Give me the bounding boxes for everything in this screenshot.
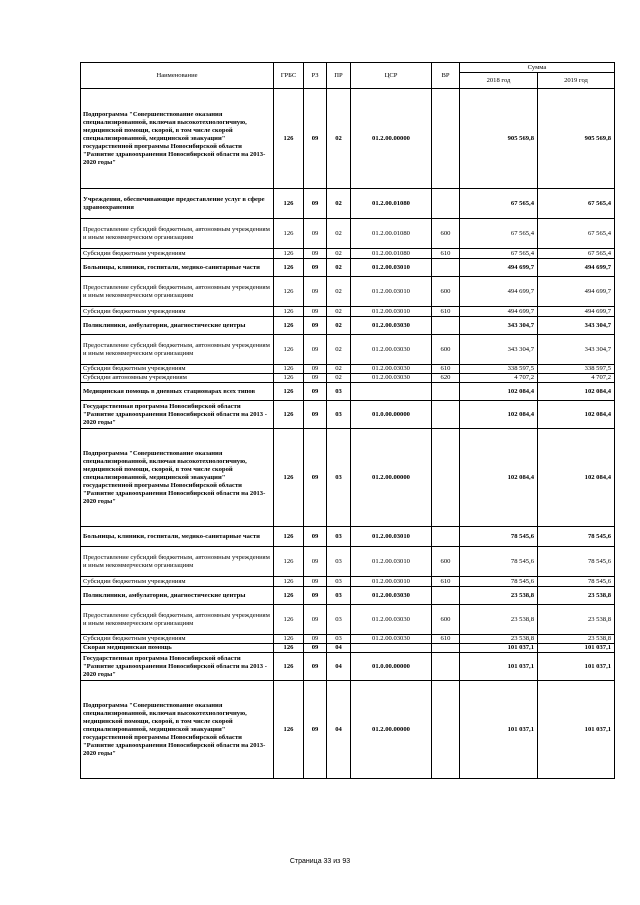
cell-csr: 01.2.00.03030 bbox=[351, 335, 432, 365]
cell-2018: 4 707,2 bbox=[460, 374, 538, 383]
cell-name: Больницы, клиники, госпитали, медико-санитарные части bbox=[81, 259, 274, 277]
cell-rz: 09 bbox=[304, 277, 327, 307]
cell-grbs: 126 bbox=[274, 374, 304, 383]
cell-pr: 03 bbox=[327, 429, 351, 527]
cell-name: Государственная программа Новосибирской области "Развитие здравоохранения Новосибирской области на 2013 - 2020 годы" bbox=[81, 401, 274, 429]
cell-vr bbox=[432, 429, 460, 527]
page-number: Страница 33 из 93 bbox=[289, 858, 351, 865]
cell-vr bbox=[432, 259, 460, 277]
cell-pr: 02 bbox=[327, 374, 351, 383]
cell-csr: 01.2.00.03030 bbox=[351, 374, 432, 383]
table-row bbox=[81, 577, 615, 587]
cell-grbs: 126 bbox=[274, 189, 304, 219]
cell-pr: 04 bbox=[327, 644, 351, 653]
cell-2018: 78 545,6 bbox=[460, 527, 538, 547]
cell-name: Предоставление субсидий бюджетным, автономным учреждениям и иным некоммерческим организациям bbox=[81, 277, 274, 307]
cell-grbs: 126 bbox=[274, 635, 304, 644]
cell-name: Предоставление субсидий бюджетным, автономным учреждениям и иным некоммерческим организациям bbox=[81, 219, 274, 249]
header-grbs: ГРБС bbox=[274, 63, 304, 89]
cell-rz: 09 bbox=[304, 89, 327, 189]
cell-grbs: 126 bbox=[274, 317, 304, 335]
cell-2019: 101 037,1 bbox=[538, 653, 615, 681]
cell-2018: 101 037,1 bbox=[460, 681, 538, 779]
cell-vr: 610 bbox=[432, 635, 460, 644]
cell-rz: 09 bbox=[304, 635, 327, 644]
cell-csr: 01.2.00.03010 bbox=[351, 547, 432, 577]
cell-pr: 02 bbox=[327, 335, 351, 365]
cell-rz: 09 bbox=[304, 335, 327, 365]
cell-grbs: 126 bbox=[274, 335, 304, 365]
table-row bbox=[81, 249, 615, 259]
cell-rz: 09 bbox=[304, 374, 327, 383]
cell-grbs: 126 bbox=[274, 219, 304, 249]
cell-name: Субсидии бюджетным учреждениям bbox=[81, 365, 274, 374]
cell-csr bbox=[351, 383, 432, 401]
cell-grbs: 126 bbox=[274, 307, 304, 317]
cell-csr: 01.2.00.01080 bbox=[351, 189, 432, 219]
cell-grbs: 126 bbox=[274, 277, 304, 307]
cell-2019: 338 597,5 bbox=[538, 365, 615, 374]
cell-2019: 102 084,4 bbox=[538, 383, 615, 401]
cell-csr: 01.2.00.03010 bbox=[351, 577, 432, 587]
cell-2019: 494 699,7 bbox=[538, 259, 615, 277]
cell-2018: 67 565,4 bbox=[460, 189, 538, 219]
cell-rz: 09 bbox=[304, 383, 327, 401]
cell-2018: 67 565,4 bbox=[460, 249, 538, 259]
header-2019: 2019 год bbox=[538, 73, 615, 89]
table-row bbox=[81, 317, 615, 335]
cell-2019: 67 565,4 bbox=[538, 249, 615, 259]
cell-2018: 494 699,7 bbox=[460, 259, 538, 277]
header-name: Наименование bbox=[81, 63, 274, 89]
cell-csr: 01.2.00.03030 bbox=[351, 365, 432, 374]
table-row bbox=[81, 587, 615, 605]
cell-csr: 01.0.00.00000 bbox=[351, 653, 432, 681]
cell-vr bbox=[432, 644, 460, 653]
cell-csr bbox=[351, 644, 432, 653]
cell-2018: 102 084,4 bbox=[460, 383, 538, 401]
table-row bbox=[81, 644, 615, 653]
cell-2019: 102 084,4 bbox=[538, 401, 615, 429]
cell-rz: 09 bbox=[304, 653, 327, 681]
cell-rz: 09 bbox=[304, 429, 327, 527]
cell-pr: 02 bbox=[327, 219, 351, 249]
cell-grbs: 126 bbox=[274, 605, 304, 635]
cell-grbs: 126 bbox=[274, 89, 304, 189]
cell-2018: 101 037,1 bbox=[460, 653, 538, 681]
cell-2018: 494 699,7 bbox=[460, 307, 538, 317]
cell-2018: 102 084,4 bbox=[460, 401, 538, 429]
cell-2019: 101 037,1 bbox=[538, 681, 615, 779]
cell-grbs: 126 bbox=[274, 577, 304, 587]
cell-pr: 02 bbox=[327, 189, 351, 219]
cell-pr: 03 bbox=[327, 547, 351, 577]
cell-name: Субсидии бюджетным учреждениям bbox=[81, 249, 274, 259]
cell-rz: 09 bbox=[304, 365, 327, 374]
table-row bbox=[81, 429, 615, 527]
header-2018: 2018 год bbox=[460, 73, 538, 89]
cell-grbs: 126 bbox=[274, 383, 304, 401]
cell-name: Поликлиники, амбулатории, диагностические центры bbox=[81, 317, 274, 335]
cell-vr bbox=[432, 383, 460, 401]
cell-grbs: 126 bbox=[274, 259, 304, 277]
table-row bbox=[81, 374, 615, 383]
cell-pr: 03 bbox=[327, 527, 351, 547]
cell-pr: 02 bbox=[327, 89, 351, 189]
cell-grbs: 126 bbox=[274, 547, 304, 577]
cell-pr: 04 bbox=[327, 681, 351, 779]
table-row bbox=[81, 383, 615, 401]
cell-2019: 4 707,2 bbox=[538, 374, 615, 383]
cell-rz: 09 bbox=[304, 259, 327, 277]
cell-vr: 600 bbox=[432, 335, 460, 365]
cell-name: Субсидии бюджетным учреждениям bbox=[81, 577, 274, 587]
table-row bbox=[81, 335, 615, 365]
table-row bbox=[81, 681, 615, 779]
cell-rz: 09 bbox=[304, 547, 327, 577]
table-row bbox=[81, 401, 615, 429]
cell-rz: 09 bbox=[304, 644, 327, 653]
cell-pr: 02 bbox=[327, 365, 351, 374]
cell-name: Предоставление субсидий бюджетным, автономным учреждениям и иным некоммерческим организациям bbox=[81, 335, 274, 365]
cell-rz: 09 bbox=[304, 527, 327, 547]
cell-csr: 01.2.00.03030 bbox=[351, 587, 432, 605]
cell-pr: 02 bbox=[327, 259, 351, 277]
cell-pr: 02 bbox=[327, 317, 351, 335]
cell-name: Подпрограмма "Совершенствование оказания специализированной, включая высокотехнологичную, медицинской помощи, скорой, в том числе скорой специализированной, медицинской эвакуации" государственной программы Новосибирской области "Развитие здравоохранения Новосибирской области на 2013-2020 годы" bbox=[81, 89, 274, 189]
cell-pr: 02 bbox=[327, 307, 351, 317]
cell-2019: 494 699,7 bbox=[538, 277, 615, 307]
cell-2018: 78 545,6 bbox=[460, 547, 538, 577]
header-sum: Сумма bbox=[460, 63, 615, 73]
cell-2018: 23 538,8 bbox=[460, 635, 538, 644]
cell-2019: 23 538,8 bbox=[538, 635, 615, 644]
cell-rz: 09 bbox=[304, 577, 327, 587]
cell-pr: 03 bbox=[327, 383, 351, 401]
cell-name: Скорая медицинская помощь bbox=[81, 644, 274, 653]
cell-2018: 343 304,7 bbox=[460, 317, 538, 335]
cell-name: Учреждения, обеспечивающие предоставление услуг в сфере здравоохранения bbox=[81, 189, 274, 219]
cell-rz: 09 bbox=[304, 219, 327, 249]
cell-pr: 02 bbox=[327, 277, 351, 307]
cell-rz: 09 bbox=[304, 605, 327, 635]
header-vr: ВР bbox=[432, 63, 460, 89]
cell-csr: 01.2.00.01080 bbox=[351, 249, 432, 259]
cell-vr: 610 bbox=[432, 365, 460, 374]
cell-name: Медицинская помощь в дневных стационарах всех типов bbox=[81, 383, 274, 401]
cell-name: Предоставление субсидий бюджетным, автономным учреждениям и иным некоммерческим организациям bbox=[81, 605, 274, 635]
cell-2019: 905 569,8 bbox=[538, 89, 615, 189]
cell-name: Подпрограмма "Совершенствование оказания специализированной, включая высокотехнологичную, медицинской помощи, скорой, в том числе скорой специализированной, медицинской эвакуации" государственной программы Новосибирской области "Развитие здравоохранения Новосибирской области на 2013-2020 годы" bbox=[81, 681, 274, 779]
cell-2018: 101 037,1 bbox=[460, 644, 538, 653]
cell-vr bbox=[432, 89, 460, 189]
cell-csr: 01.0.00.00000 bbox=[351, 401, 432, 429]
cell-vr bbox=[432, 653, 460, 681]
cell-grbs: 126 bbox=[274, 653, 304, 681]
cell-2019: 78 545,6 bbox=[538, 577, 615, 587]
cell-vr: 610 bbox=[432, 249, 460, 259]
cell-2019: 78 545,6 bbox=[538, 547, 615, 577]
table-row bbox=[81, 653, 615, 681]
table-row bbox=[81, 189, 615, 219]
cell-2018: 102 084,4 bbox=[460, 429, 538, 527]
cell-2019: 67 565,4 bbox=[538, 219, 615, 249]
cell-grbs: 126 bbox=[274, 401, 304, 429]
cell-csr: 01.2.00.03030 bbox=[351, 317, 432, 335]
cell-pr: 03 bbox=[327, 635, 351, 644]
cell-rz: 09 bbox=[304, 307, 327, 317]
cell-pr: 03 bbox=[327, 577, 351, 587]
cell-2019: 101 037,1 bbox=[538, 644, 615, 653]
cell-2019: 23 538,8 bbox=[538, 605, 615, 635]
cell-2018: 905 569,8 bbox=[460, 89, 538, 189]
cell-2018: 78 545,6 bbox=[460, 577, 538, 587]
cell-csr: 01.2.00.03030 bbox=[351, 605, 432, 635]
cell-vr bbox=[432, 317, 460, 335]
cell-grbs: 126 bbox=[274, 587, 304, 605]
cell-2018: 23 538,8 bbox=[460, 587, 538, 605]
cell-vr: 600 bbox=[432, 219, 460, 249]
cell-rz: 09 bbox=[304, 681, 327, 779]
cell-name: Предоставление субсидий бюджетным, автономным учреждениям и иным некоммерческим организациям bbox=[81, 547, 274, 577]
cell-vr: 600 bbox=[432, 277, 460, 307]
cell-pr: 03 bbox=[327, 401, 351, 429]
table-row bbox=[81, 635, 615, 644]
cell-vr bbox=[432, 587, 460, 605]
cell-2019: 78 545,6 bbox=[538, 527, 615, 547]
cell-2019: 494 699,7 bbox=[538, 307, 615, 317]
cell-vr: 600 bbox=[432, 547, 460, 577]
cell-2019: 343 304,7 bbox=[538, 317, 615, 335]
cell-csr: 01.2.00.03010 bbox=[351, 527, 432, 547]
cell-vr: 610 bbox=[432, 307, 460, 317]
cell-vr bbox=[432, 401, 460, 429]
cell-grbs: 126 bbox=[274, 681, 304, 779]
cell-grbs: 126 bbox=[274, 365, 304, 374]
cell-csr: 01.2.00.00000 bbox=[351, 681, 432, 779]
cell-2018: 494 699,7 bbox=[460, 277, 538, 307]
table-row bbox=[81, 307, 615, 317]
cell-2018: 343 304,7 bbox=[460, 335, 538, 365]
table-row bbox=[81, 605, 615, 635]
table-row bbox=[81, 259, 615, 277]
cell-name: Субсидии бюджетным учреждениям bbox=[81, 635, 274, 644]
cell-2018: 338 597,5 bbox=[460, 365, 538, 374]
cell-csr: 01.2.00.01080 bbox=[351, 219, 432, 249]
table-row bbox=[81, 277, 615, 307]
cell-csr: 01.2.00.03010 bbox=[351, 259, 432, 277]
cell-name: Подпрограмма "Совершенствование оказания специализированной, включая высокотехнологичную, медицинской помощи, скорой, в том числе скорой специализированной, медицинской эвакуации" государственной программы Новосибирской области "Развитие здравоохранения Новосибирской области на 2013-2020 годы" bbox=[81, 429, 274, 527]
cell-pr: 02 bbox=[327, 249, 351, 259]
cell-rz: 09 bbox=[304, 317, 327, 335]
table-row bbox=[81, 527, 615, 547]
cell-pr: 04 bbox=[327, 653, 351, 681]
cell-name: Поликлиники, амбулатории, диагностические центры bbox=[81, 587, 274, 605]
cell-vr bbox=[432, 681, 460, 779]
cell-grbs: 126 bbox=[274, 644, 304, 653]
cell-vr bbox=[432, 189, 460, 219]
cell-csr: 01.2.00.03010 bbox=[351, 277, 432, 307]
header-csr: ЦСР bbox=[351, 63, 432, 89]
cell-2018: 67 565,4 bbox=[460, 219, 538, 249]
cell-grbs: 126 bbox=[274, 429, 304, 527]
cell-grbs: 126 bbox=[274, 249, 304, 259]
table-row bbox=[81, 547, 615, 577]
cell-csr: 01.2.00.03030 bbox=[351, 635, 432, 644]
cell-vr bbox=[432, 527, 460, 547]
cell-rz: 09 bbox=[304, 587, 327, 605]
cell-2019: 343 304,7 bbox=[538, 335, 615, 365]
cell-rz: 09 bbox=[304, 401, 327, 429]
table-row bbox=[81, 365, 615, 374]
table-row bbox=[81, 89, 615, 189]
header-rz: РЗ bbox=[304, 63, 327, 89]
cell-vr: 610 bbox=[432, 577, 460, 587]
cell-name: Государственная программа Новосибирской области "Развитие здравоохранения Новосибирской области на 2013 - 2020 годы" bbox=[81, 653, 274, 681]
header-pr: ПР bbox=[327, 63, 351, 89]
cell-2019: 23 538,8 bbox=[538, 587, 615, 605]
cell-csr: 01.2.00.00000 bbox=[351, 429, 432, 527]
cell-grbs: 126 bbox=[274, 527, 304, 547]
cell-pr: 03 bbox=[327, 587, 351, 605]
cell-2019: 67 565,4 bbox=[538, 189, 615, 219]
cell-vr: 600 bbox=[432, 605, 460, 635]
cell-rz: 09 bbox=[304, 189, 327, 219]
table-row bbox=[81, 219, 615, 249]
cell-pr: 03 bbox=[327, 605, 351, 635]
cell-2019: 102 084,4 bbox=[538, 429, 615, 527]
cell-name: Субсидии автономным учреждениям bbox=[81, 374, 274, 383]
cell-rz: 09 bbox=[304, 249, 327, 259]
cell-name: Больницы, клиники, госпитали, медико-санитарные части bbox=[81, 527, 274, 547]
cell-csr: 01.2.00.03010 bbox=[351, 307, 432, 317]
cell-2018: 23 538,8 bbox=[460, 605, 538, 635]
cell-vr: 620 bbox=[432, 374, 460, 383]
cell-csr: 01.2.00.00000 bbox=[351, 89, 432, 189]
budget-table bbox=[80, 62, 615, 779]
cell-name: Субсидии бюджетным учреждениям bbox=[81, 307, 274, 317]
